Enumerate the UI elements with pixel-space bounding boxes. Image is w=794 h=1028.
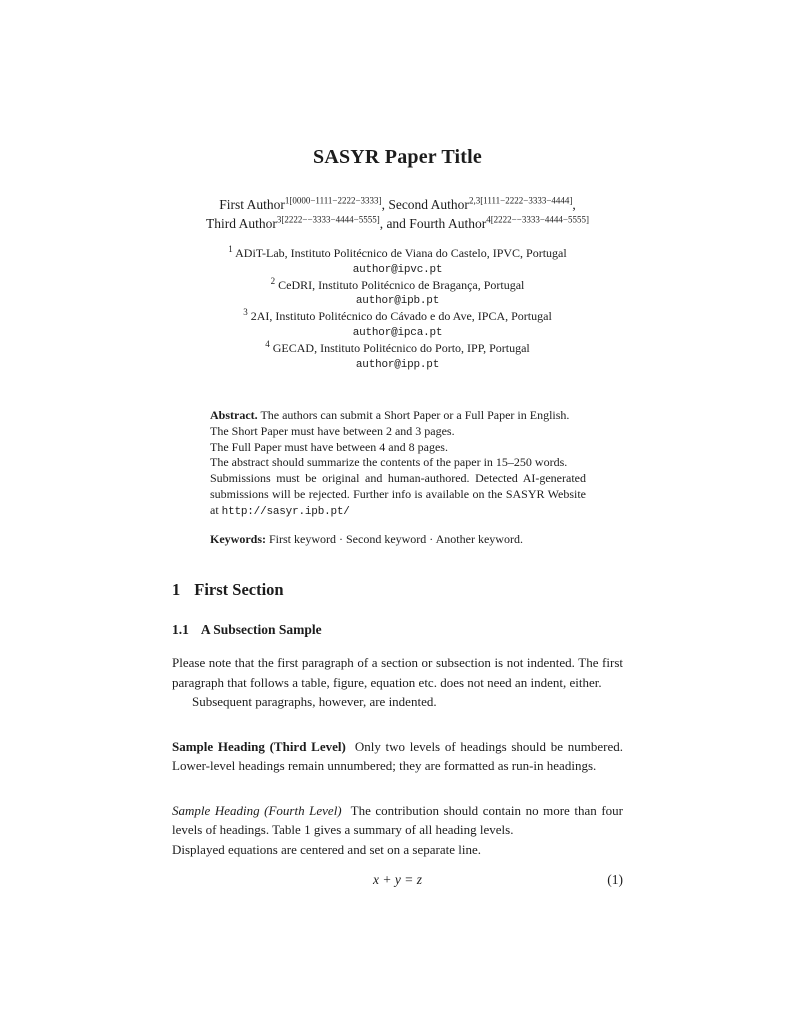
author-name: First Author [219, 197, 285, 212]
author-orcid-sup: 1[0000−1111−2222−3333] [284, 195, 382, 206]
abstract-url: http://sasyr.ipb.pt/ [221, 505, 350, 518]
abstract-line: Abstract. The authors can submit a Short Paper or a Full Paper in English. [210, 408, 570, 423]
abstract-block [210, 408, 586, 520]
author-block [172, 195, 623, 233]
author-name: Third Author [206, 216, 277, 231]
affiliation-item [172, 338, 623, 356]
body-paragraph-3: Displayed equations are centered and set on a separate line. [172, 841, 481, 857]
affiliation-item [172, 246, 623, 261]
affiliation-name: GECAD, Instituto Politécnico do Porto, IPP, Portugal [272, 340, 530, 355]
abstract-line: The Short Paper must have between 2 and 3 pages. [210, 424, 455, 439]
paper-title: SASYR Paper Title [313, 146, 482, 168]
section-heading-1 [172, 580, 623, 600]
affiliation-email: author@ipvc.pt [352, 263, 443, 276]
runin-heading-label: Sample Heading (Fourth Level) [172, 802, 342, 818]
section-title: First Section [194, 580, 284, 599]
affiliation-number: 4 [265, 338, 270, 349]
abstract-line: The abstract should summarize the contents of the paper in 15–250 words. [210, 455, 568, 470]
affiliation-email: author@ipb.pt [355, 295, 440, 308]
runin-heading-text: Only two levels of headings should be numbered. Lower-level headings remain unnumbered; they are formatted as run-in headings. [172, 738, 623, 773]
author-name: , and Fourth Author [379, 216, 487, 231]
runin-heading-third-level [172, 737, 623, 776]
author-line-1 [172, 195, 623, 214]
author-orcid-sup: 4[2222−−3333−4444−5555] [486, 214, 589, 225]
affiliation-item [172, 309, 623, 324]
affiliation-email: author@ipp.pt [355, 358, 440, 371]
affiliation-number: 2 [270, 275, 276, 286]
abstract-label: Abstract. [210, 408, 258, 423]
keywords-label: Keywords: [210, 532, 266, 547]
author-separator: , [572, 197, 576, 212]
body-paragraph-1: Please note that the first paragraph of a section or subsection is not indented. The first paragraph that follows a table, figure, equation etc. does not need an indent, either. [172, 655, 623, 690]
subsection-number: 1.1 [172, 622, 189, 637]
affiliation-email: author@ipca.pt [352, 326, 443, 339]
affiliation-name: CeDRI, Instituto Politécnico de Bragança, Portugal [278, 277, 525, 292]
runin-heading-text: The contribution should contain no more than four levels of headings. Table 1 gives a summary of all heading levels. [172, 802, 623, 837]
equation-expression: x + y = z [373, 872, 422, 887]
affiliation-number: 3 [243, 307, 248, 318]
keywords-text: First keyword · Second keyword · Another keyword. [269, 532, 523, 547]
section-number: 1 [172, 580, 181, 599]
runin-heading-label: Sample Heading (Third Level) [172, 738, 346, 754]
abstract-line: The Full Paper must have between 4 and 8 pages. [210, 439, 448, 454]
author-orcid-sup: 3[2222−−3333−4444−5555] [276, 214, 380, 225]
affiliation-number: 1 [228, 244, 233, 254]
subsection-heading-1-1 [172, 622, 623, 638]
author-line-2 [172, 214, 623, 233]
equation-number: (1) [607, 872, 623, 887]
affiliation-block [172, 246, 623, 372]
body-paragraph-2: Subsequent paragraphs, however, are indented. [192, 694, 437, 709]
equation [172, 872, 623, 888]
author-name: , Second Author [381, 197, 469, 212]
affiliation-item [172, 275, 623, 293]
runin-heading-fourth-level [172, 801, 623, 840]
keywords-line [210, 532, 586, 548]
author-orcid-sup: 2,3[1111−2222−3333−4444] [468, 195, 573, 206]
subsection-title: A Subsection Sample [200, 622, 322, 637]
affiliation-name: 2AI, Instituto Politécnico do Cávado e do Ave, IPCA, Portugal [250, 309, 552, 324]
affiliation-name: ADiT-Lab, Instituto Politécnico de Viana do Castelo, IPVC, Portugal [235, 246, 567, 260]
abstract-line: Submissions must be original and human-authored. Detected AI-generated submissions will be rejected. Further info is available on the SASYR Website at http://sasyr.ipb.pt/ [210, 471, 586, 518]
